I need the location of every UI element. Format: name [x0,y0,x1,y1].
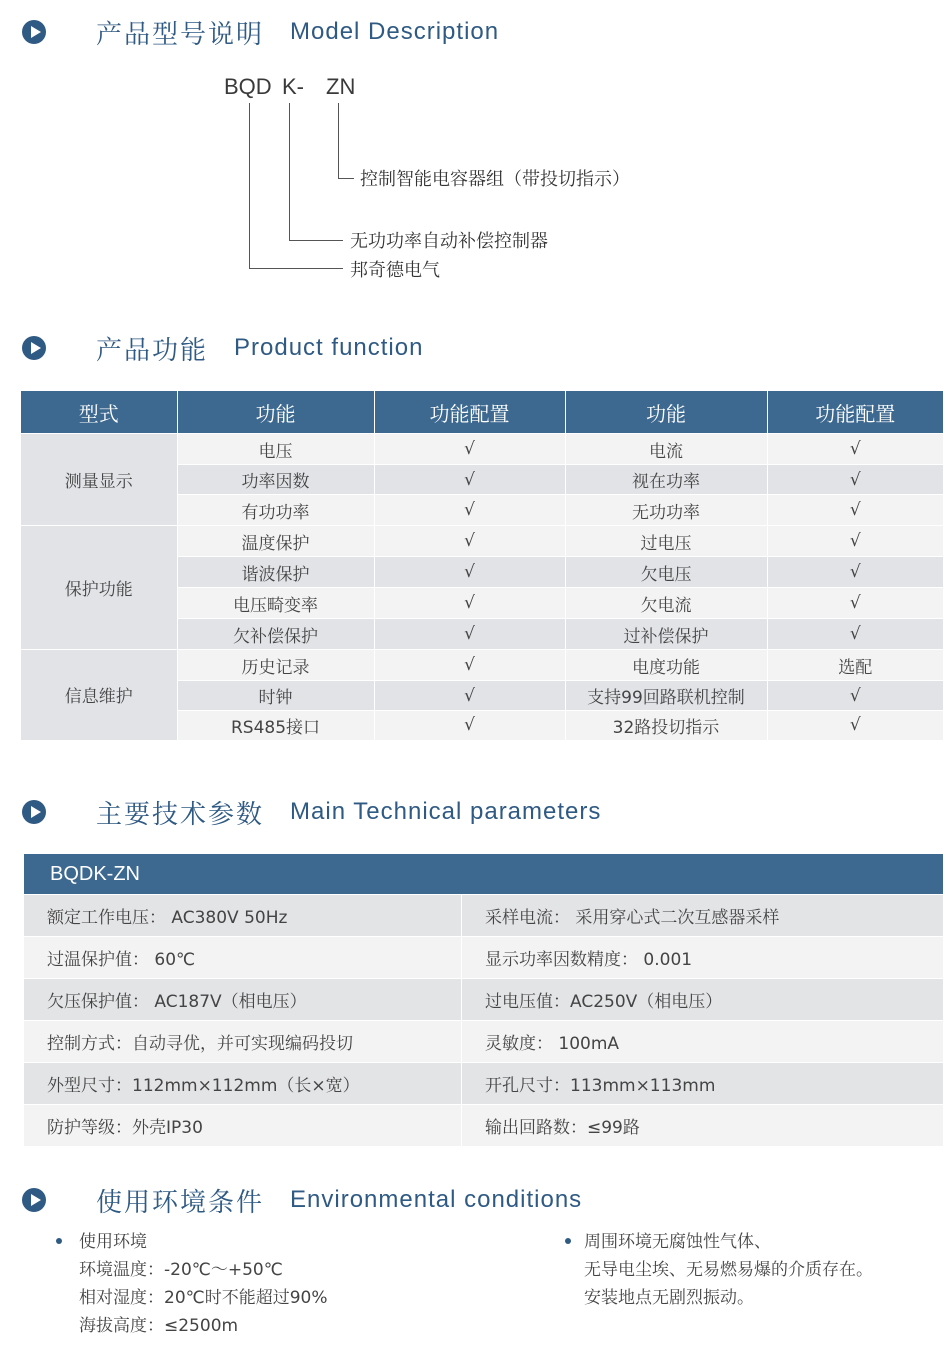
table-row [24,979,943,1021]
table-cell: 时钟 [177,681,374,711]
section-title-cn: 使用环境条件 [96,1187,265,1218]
connector-line [289,103,290,240]
table-cell: 欠电流 [565,588,767,619]
table-row [24,895,943,937]
table-row [24,937,943,979]
section-header-function [22,328,423,368]
check-mark: √ [767,495,943,526]
group-label: 保护功能 [21,526,177,650]
table-cell: 过补偿保护 [565,619,767,650]
table-header-cell: 功能配置 [374,391,565,434]
env-item: 无导电尘埃、无易燃易爆的介质存在。 [584,1260,873,1280]
check-mark: √ [767,557,943,588]
table-header-cell: 型式 [21,391,177,434]
group-label: 信息维护 [21,650,177,740]
env-item: 使用环境 [79,1232,147,1252]
model-code-part-suffix: ZN [326,74,356,99]
section-title-cn: 产品型号说明 [96,19,265,50]
table-cell: 电度功能 [565,650,767,681]
env-item: 环境温度：-20℃～+50℃ [79,1260,283,1280]
connector-line [338,103,339,178]
table-cell: 过电压 [565,526,767,557]
check-mark: √ [767,588,943,619]
table-cell: 欠补偿保护 [177,619,374,650]
env-item: 周围环境无腐蚀性气体、 [584,1232,771,1252]
table-cell: 32路投切指示 [565,711,767,740]
env-item: 安装地点无剧烈振动。 [584,1288,754,1308]
connector-line [249,268,343,269]
table-cell: RS485接口 [177,711,374,740]
section-title-cn: 主要技术参数 [96,799,265,830]
model-label-type: 无功功率自动补偿控制器 [350,231,548,252]
table-cell: 无功功率 [565,495,767,526]
param-cell: 外型尺寸：112mm×112mm（长×宽） [24,1063,462,1105]
param-cell: 过电压值：AC250V（相电压） [462,979,944,1021]
param-cell: 防护等级：外壳IP30 [24,1105,462,1147]
table-cell: 电压 [177,434,374,465]
table-cell: 谐波保护 [177,557,374,588]
table-cell: 温度保护 [177,526,374,557]
table-cell: 欠电压 [565,557,767,588]
play-arrow-icon [22,336,46,360]
section-title-en: Product function [234,334,424,361]
connector-line [249,103,250,268]
check-mark: √ [767,465,943,495]
check-mark: √ [374,557,565,588]
table-cell: 支持99回路联机控制 [565,681,767,711]
param-cell: 采样电流： 采用穿心式二次互感器采样 [462,895,944,937]
table-header-cell: 功能配置 [767,391,943,434]
table-header-cell: 功能 [177,391,374,434]
section-header-env [22,1180,582,1220]
check-mark: √ [374,526,565,557]
check-mark: √ [767,526,943,557]
table-header-cell: 功能 [565,391,767,434]
play-arrow-icon [22,800,46,824]
connector-line [338,178,354,179]
check-mark: √ [767,711,943,740]
table-cell: 视在功率 [565,465,767,495]
table-row [24,1063,943,1105]
section-title-en: Main Technical parameters [290,798,602,825]
model-code-part-brand: BQD [224,74,272,99]
check-mark: √ [374,619,565,650]
table-row [24,1021,943,1063]
params-table-title: BQDK-ZN [24,854,943,895]
table-row [21,526,943,557]
check-mark: √ [374,711,565,740]
param-cell: 灵敏度： 100mA [462,1021,944,1063]
table-cell: 选配 [767,650,943,681]
check-mark: √ [767,434,943,465]
table-cell: 历史记录 [177,650,374,681]
check-mark: √ [374,588,565,619]
bullet-icon [565,1238,571,1244]
check-mark: √ [374,650,565,681]
group-label: 测量显示 [21,434,177,526]
check-mark: √ [767,619,943,650]
table-row [24,1105,943,1147]
function-table [21,391,943,740]
section-title-cn: 产品功能 [96,335,209,366]
table-row [21,650,943,681]
table-cell: 电压畸变率 [177,588,374,619]
table-cell: 电流 [565,434,767,465]
check-mark: √ [374,495,565,526]
env-item: 相对湿度：20℃时不能超过90% [79,1288,328,1308]
connector-line [289,240,343,241]
section-header-model [22,12,499,52]
params-table [24,853,943,1146]
check-mark: √ [374,434,565,465]
param-cell: 显示功率因数精度： 0.001 [462,937,944,979]
param-cell: 输出回路数：≤99路 [462,1105,944,1147]
table-row [21,434,943,465]
env-list-right [584,1228,873,1312]
bullet-icon [56,1238,62,1244]
play-arrow-icon [22,20,46,44]
section-title-en: Model Description [290,18,500,45]
section-header-params [22,792,601,832]
check-mark: √ [374,681,565,711]
model-code-part-type: K- [282,74,304,99]
model-label-suffix: 控制智能电容器组（带投切指示） [360,169,630,190]
section-title-en: Environmental conditions [290,1186,583,1213]
table-cell: 功率因数 [177,465,374,495]
table-header-row [21,391,943,434]
model-label-brand: 邦奇德电气 [350,260,440,281]
check-mark: √ [374,465,565,495]
table-cell: 有功功率 [177,495,374,526]
play-arrow-icon [22,1188,46,1212]
env-list-left [79,1228,328,1340]
check-mark: √ [767,681,943,711]
env-item: 海拔高度：≤2500m [79,1316,239,1336]
param-cell: 开孔尺寸：113mm×113mm [462,1063,944,1105]
param-cell: 额定工作电压： AC380V 50Hz [24,895,462,937]
param-cell: 过温保护值： 60℃ [24,937,462,979]
param-cell: 控制方式：自动寻优，并可实现编码投切 [24,1021,462,1063]
param-cell: 欠压保护值： AC187V（相电压） [24,979,462,1021]
